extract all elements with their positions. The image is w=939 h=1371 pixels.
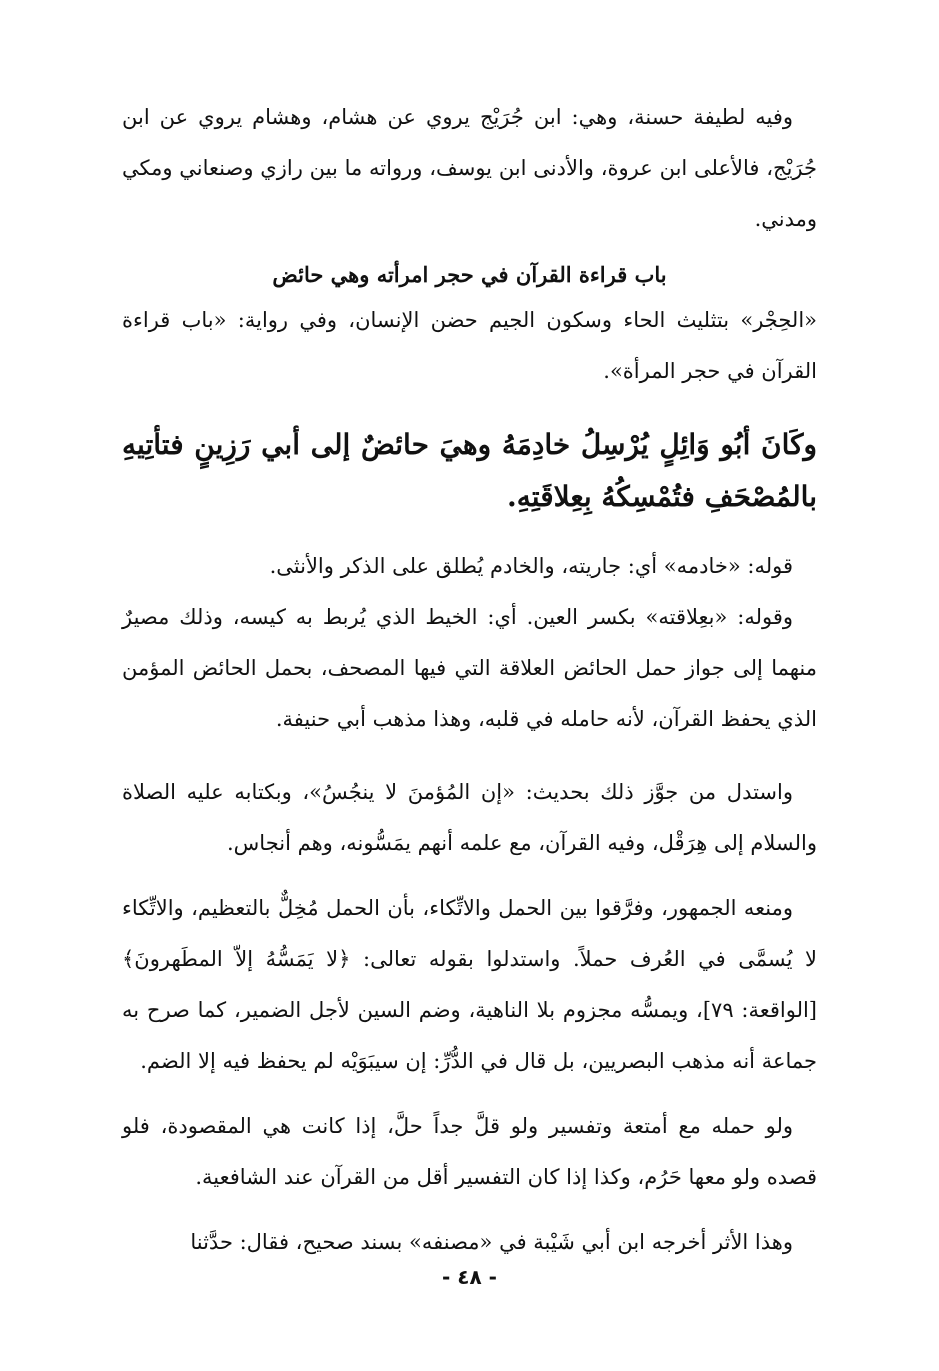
paragraph-8: وهذا الأثر أخرجه ابن أبي شَيْبة في «مصنفه» بسند صحيح، فقال: حدَّثنا (190, 1230, 793, 1254)
paragraph-6: ومنعه الجمهور، وفرَّقوا بين الحمل والاتِّكاء، بأن الحمل مُخِلٌّ بالتعظيم، والاتِّكاء لا يُسمَّى في العُرف حملاً. واستدلوا بقوله تعالى: ﴿لا يَمَسُّهُ إلاّ المطَهرونَ﴾ [الواقعة: ٧٩]، ويمسُّه مجزوم بلا الناهية، وضم السين لأجل الضمير، كما صرح به جماعة أنه مذهب البصريين، بل قال في الدُّرِّ: إن سيبَوَيْه لم يحفظ فيه إلا الضم. (122, 896, 818, 1073)
page-number: - ٤٨ - (442, 1265, 497, 1289)
paragraph-5: واستدل من جوَّز ذلك بحديث: «إن المُؤمنَ لا ينجُسُ»، وبكتابه عليه الصلاة والسلام إلى هِرَقْل، وفيه القرآن، مع علمه أنهم يمَسُّونه، وهم أنجاس. (122, 780, 817, 855)
paragraph-2: «الحِجْر» بتثليث الحاء وسكون الجيم حضن الإنسان، وفي رواية: «باب قراءة القرآن في حجر المرأة». (122, 308, 817, 383)
paragraph-3: قوله: «خادمه» أي: جاريته، والخادم يُطلق على الذكر والأنثى. (269, 554, 793, 578)
paragraph-7: ولو حمله مع أمتعة وتفسير ولو قلَّ جداً حلَّ، إذا كانت هي المقصودة، فلو قصده ولو معها حَرُم، وكذا إذا كان التفسير أقل من القرآن عند الشافعية. (122, 1114, 817, 1189)
page-body (122, 92, 817, 1268)
paragraph-1: وفيه لطيفة حسنة، وهي: ابن جُرَيْج يروي عن هشام، وهشام يروي عن ابن جُرَيْج، فالأعلى ابن عروة، والأدنى ابن يوسف، ورواته ما بين رازي وصنعاني ومكي ومدني. (122, 105, 817, 231)
paragraph-4: وقوله: «بعِلاقته» بكسر العين. أي: الخيط الذي يُربط به كيسه، وذلك مصيرٌ منهما إلى جواز حمل الحائض العلاقة التي فيها المصحف، بحمل الحائض المؤمن الذي يحفظ القرآن، لأنه حامله في قلبه، وهذا مذهب أبي حنيفة. (122, 605, 817, 731)
hadith-text: وكَانَ أبُو وَائِلٍ يُرْسِلُ خادِمَهُ وهيَ حائضٌ إلى أبي رَزِينٍ فتأتِيهِ بالمُصْحَفِ فتُمْسِكُهُ بِعِلاقَتِهِ. (122, 428, 817, 513)
chapter-heading: باب قراءة القرآن في حجر امرأته وهي حائض (272, 262, 667, 287)
